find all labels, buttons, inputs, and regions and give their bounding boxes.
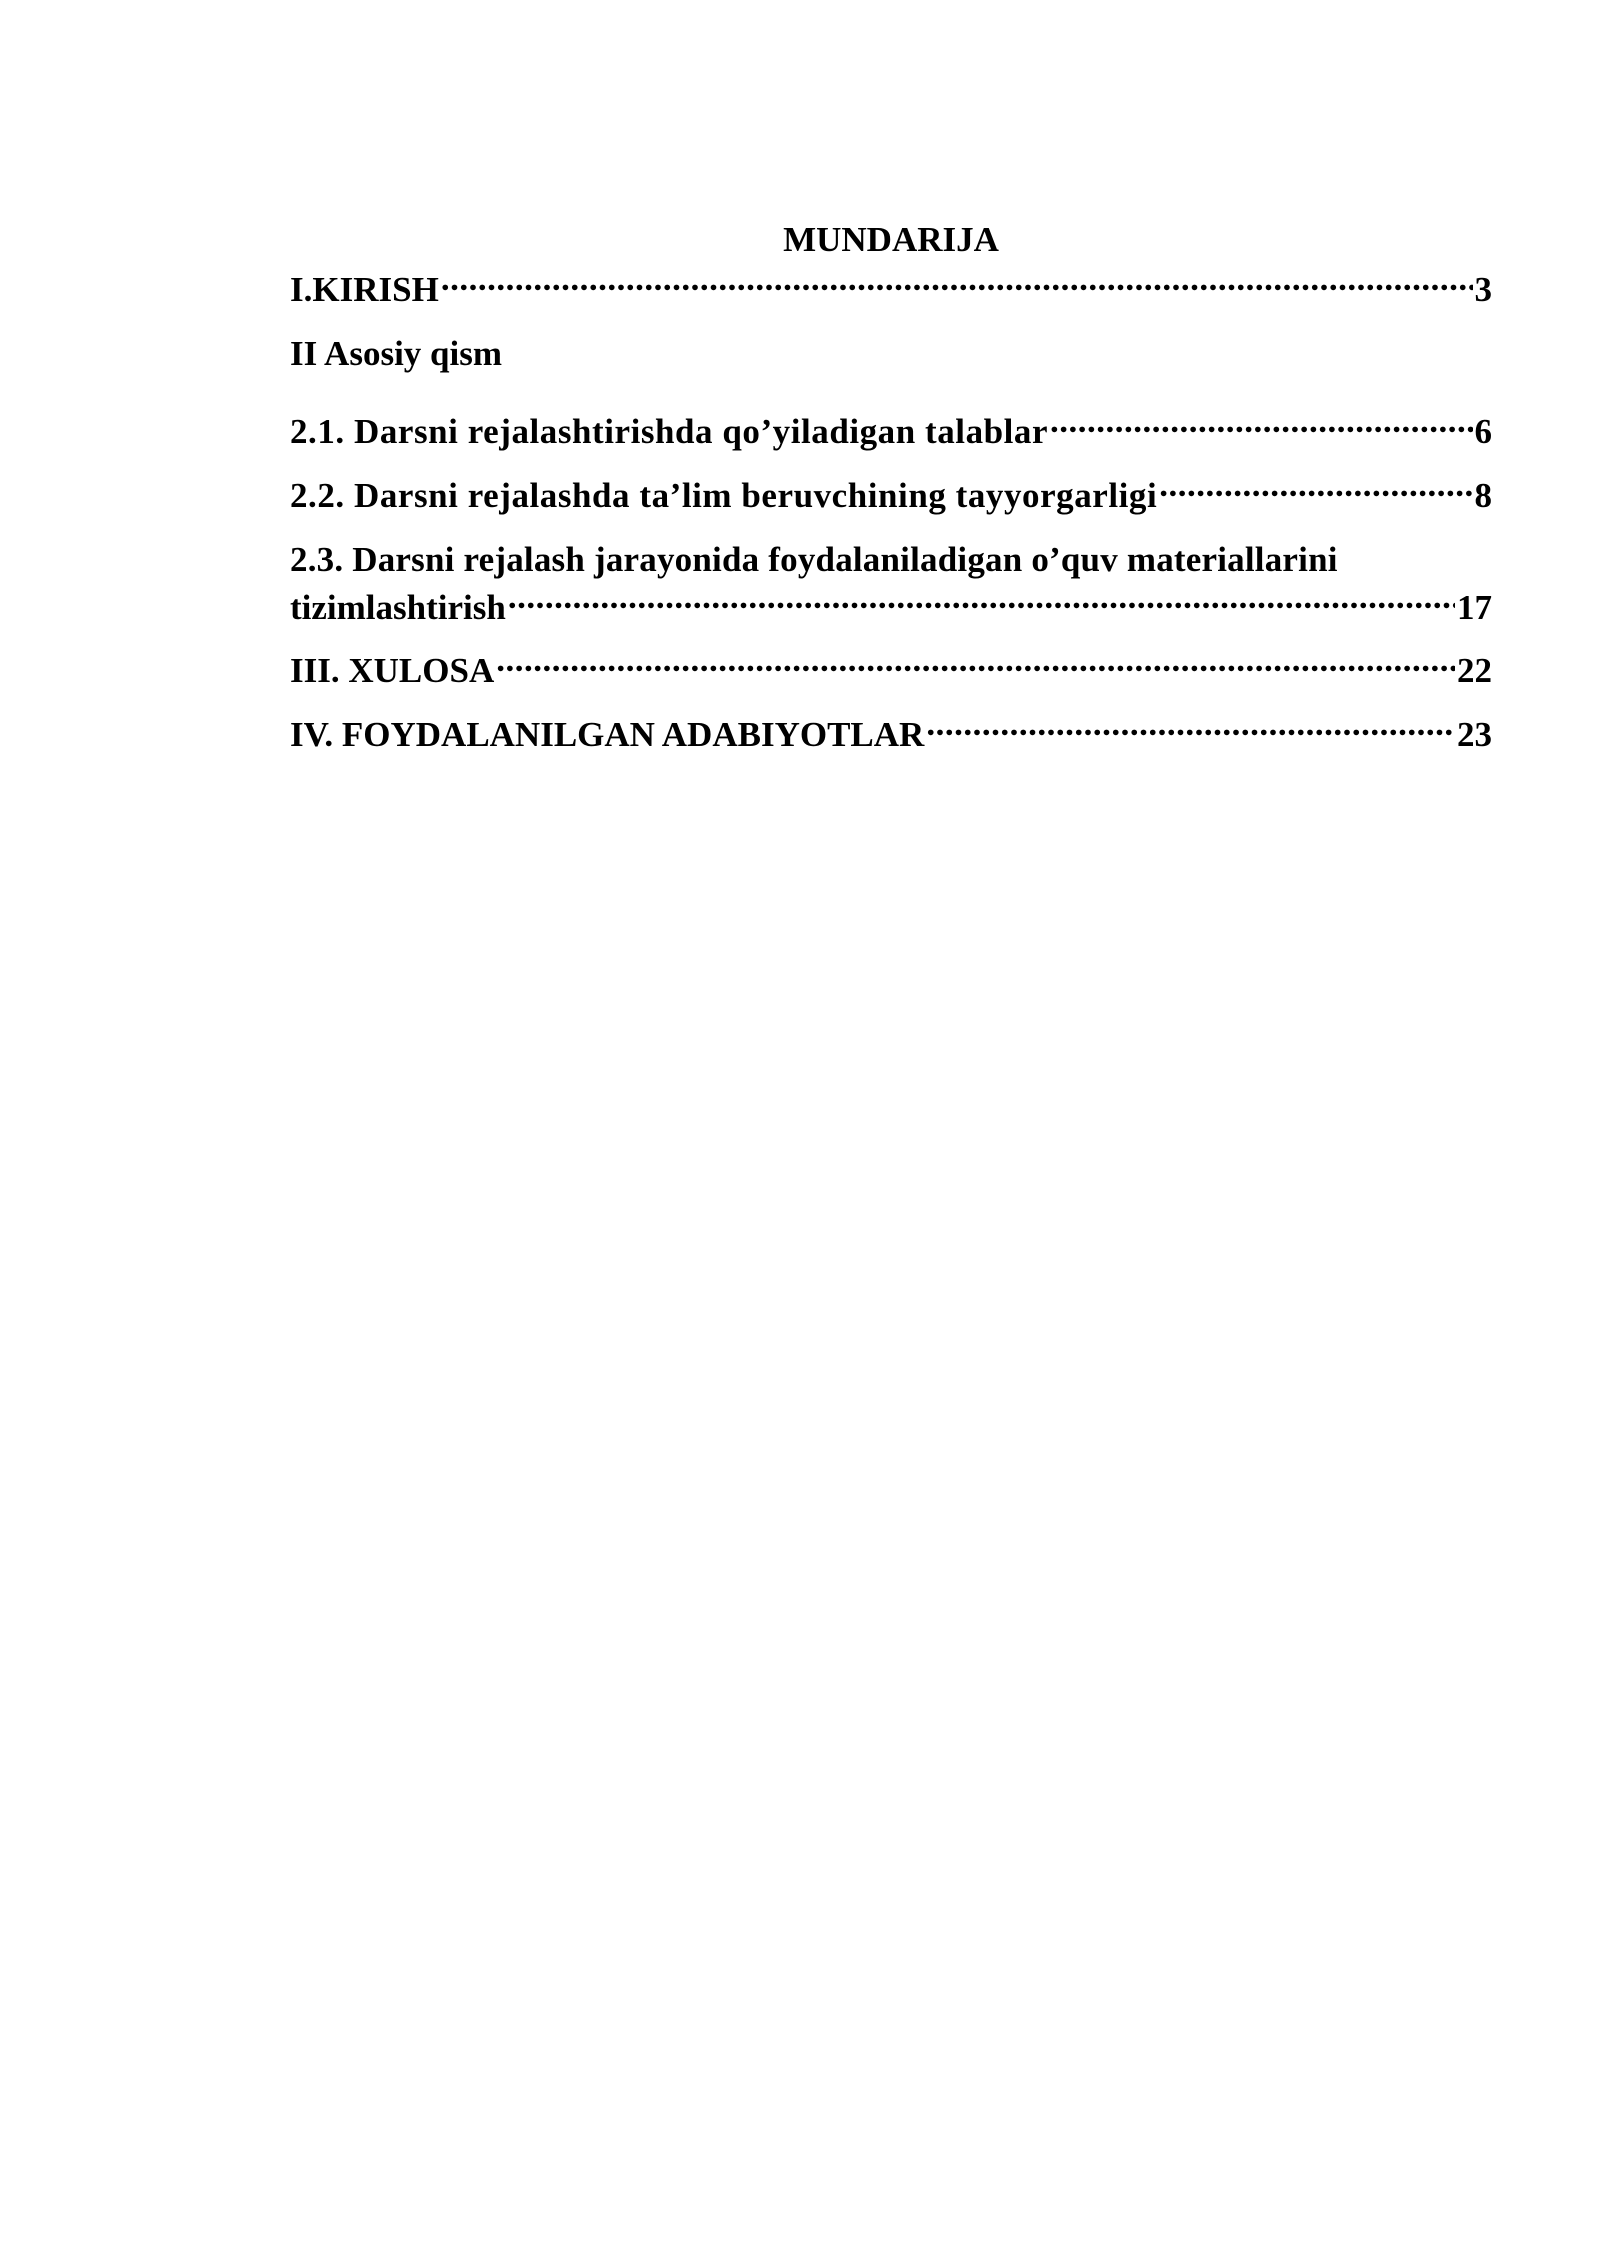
toc-page-number: 8 xyxy=(1474,476,1492,515)
toc-page-number: 17 xyxy=(1457,588,1492,627)
toc-entry-adabiyotlar[interactable] xyxy=(290,711,1492,759)
toc-entry-label-line1: 2.3. Darsni rejalash jarayonida foydalaniladigan o’quv materiallarini xyxy=(290,540,1338,579)
table-of-contents xyxy=(290,214,1492,759)
toc-entry-2-3-second-line xyxy=(290,584,1492,632)
toc-entry-label: 2.1. Darsni rejalashtirishda qo’yiladigan talablar xyxy=(290,412,1049,451)
toc-entry-label-line2: tizimlashtirish xyxy=(290,588,506,627)
toc-leader-dots xyxy=(1159,472,1472,507)
toc-entry-2-3[interactable] xyxy=(290,536,1492,632)
toc-leader-dots xyxy=(1050,408,1472,443)
toc-entry-label: IV. FOYDALANILGAN ADABIYOTLAR xyxy=(290,715,925,754)
toc-entry-xulosa[interactable] xyxy=(290,647,1492,695)
toc-page-number: 3 xyxy=(1474,270,1492,309)
toc-title: MUNDARIJA xyxy=(783,220,999,259)
toc-entry-label: I.KIRISH xyxy=(290,270,439,309)
toc-entry-label: III. XULOSA xyxy=(290,651,495,690)
toc-entry-2-1[interactable] xyxy=(290,408,1492,456)
toc-leader-dots xyxy=(496,647,1455,682)
toc-entry-label: 2.2. Darsni rejalashda ta’lim beruvchining tayyorgarligi xyxy=(290,476,1158,515)
toc-page-number: 6 xyxy=(1474,412,1492,451)
toc-section-heading: II Asosiy qism xyxy=(290,334,503,373)
toc-page-number: 22 xyxy=(1457,651,1492,690)
toc-entry-kirish[interactable] xyxy=(290,266,1492,314)
toc-leader-dots xyxy=(508,584,1455,619)
toc-leader-dots xyxy=(441,266,1473,301)
toc-leader-dots xyxy=(926,711,1455,746)
toc-page-number: 23 xyxy=(1457,715,1492,754)
toc-entry-2-2[interactable] xyxy=(290,472,1492,520)
